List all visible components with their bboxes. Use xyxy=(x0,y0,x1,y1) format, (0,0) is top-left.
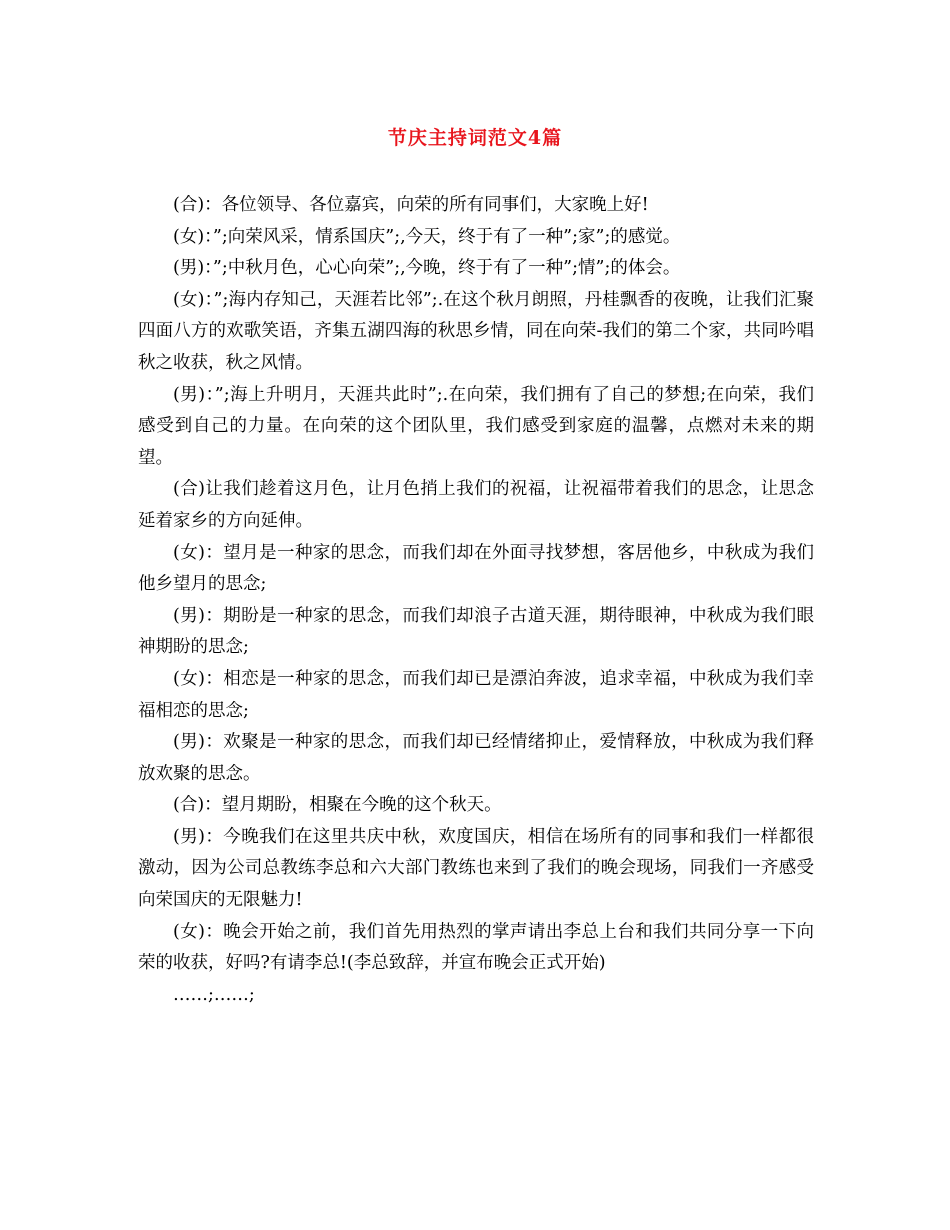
paragraph: (男)：欢聚是一种家的思念，而我们却已经情绪抑止，爱情释放，中秋成为我们释放欢聚的思念。 xyxy=(138,732,814,784)
paragraph: (女)：晚会开始之前，我们首先用热烈的掌声请出李总上台和我们共同分享一下向荣的收获，好吗?有请李总!(李总致辞，并宣布晚会正式开始) xyxy=(138,921,814,974)
paragraph: (男)：”;海上升明月，天涯共此时”;.在向荣，我们拥有了自己的梦想;在向荣，我们感受到自己的力量。在向荣的这个团队里，我们感受到家庭的温馨，点燃对未来的期望。 xyxy=(138,384,814,468)
paragraph: (男)：期盼是一种家的思念，而我们却浪子古道天涯，期待眼神，中秋成为我们眼神期盼的思念; xyxy=(138,605,814,658)
paragraph: (女)：望月是一种家的思念，而我们却在外面寻找梦想，客居他乡，中秋成为我们他乡望月的思念; xyxy=(138,542,814,595)
paragraph: (合)让我们趁着这月色，让月色捎上我们的祝福，让祝福带着我们的思念，让思念延着家乡的方向延伸。 xyxy=(138,479,814,531)
paragraph: (女)：”;向荣风采，情系国庆”;,今天，终于有了一种”;家”;的感觉。 xyxy=(173,226,681,247)
document-body xyxy=(138,190,814,1011)
paragraph: (女)：相恋是一种家的思念，而我们却已是漂泊奔波，追求幸福，中秋成为我们幸福相恋的思念; xyxy=(138,668,814,721)
ellipsis-line: ……;……; xyxy=(173,984,255,1005)
paragraph: (男)：今晚我们在这里共庆中秋，欢度国庆，相信在场所有的同事和我们一样都很激动，因为公司总教练李总和六大部门教练也来到了我们的晚会现场，同我们一齐感受向荣国庆的无限魅力! xyxy=(138,826,814,911)
paragraph: (男)：”;中秋月色，心心向荣”;,今晚，终于有了一种”;情”;的体会。 xyxy=(173,258,681,279)
paragraph: (女)：”;海内存知己，天涯若比邻”;.在这个秋月朗照，丹桂飘香的夜晚，让我们汇聚四面八方的欢歌笑语，齐集五湖四海的秋思乡情，同在向荣-我们的第二个家，共同吟唱秋之收获，秋之风情。 xyxy=(138,289,814,373)
paragraph: (合)：各位领导、各位嘉宾，向荣的所有同事们，大家晚上好! xyxy=(173,195,649,215)
document-title: 节庆主持词范文4篇 xyxy=(387,127,563,149)
paragraph: (合)：望月期盼，相聚在今晚的这个秋天。 xyxy=(173,795,502,816)
